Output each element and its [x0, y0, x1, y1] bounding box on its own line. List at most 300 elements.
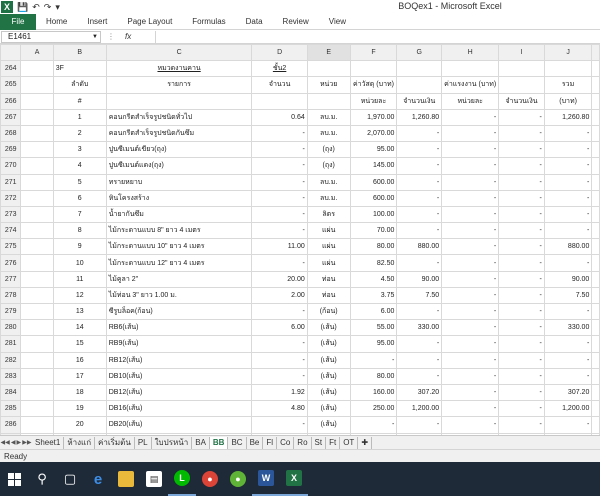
- cell-e[interactable]: ลบ.ม.: [307, 174, 350, 190]
- sheet-tab[interactable]: Fl: [263, 437, 277, 449]
- cell-k[interactable]: [592, 255, 600, 271]
- row-header[interactable]: 268: [1, 125, 21, 141]
- cell-j[interactable]: (บาท): [544, 93, 592, 109]
- cell-h[interactable]: -: [442, 384, 499, 400]
- row-header[interactable]: 273: [1, 206, 21, 222]
- cell-g[interactable]: [397, 77, 442, 93]
- chevron-down-icon[interactable]: ▼: [92, 33, 98, 40]
- cell-c[interactable]: DB10(เส้น): [106, 368, 252, 384]
- cell-c[interactable]: ไม้กระดานแบบ 10" ยาว 4 เมตร: [106, 239, 252, 255]
- cell-a[interactable]: [21, 287, 53, 303]
- prev-sheet-icon[interactable]: ◀: [10, 440, 16, 446]
- cell-e[interactable]: (เส้น): [307, 417, 350, 433]
- row-header[interactable]: 264: [1, 61, 21, 77]
- cell-b[interactable]: 4: [53, 158, 106, 174]
- cell-h[interactable]: -: [442, 255, 499, 271]
- cell-i[interactable]: -: [499, 142, 545, 158]
- row-header[interactable]: 270: [1, 158, 21, 174]
- next-sheet-icon[interactable]: ▶: [16, 440, 22, 446]
- cell-g[interactable]: -: [397, 174, 442, 190]
- cell-j[interactable]: 1,200.00: [544, 401, 592, 417]
- cell-a[interactable]: [21, 109, 53, 125]
- cell-k[interactable]: [592, 142, 600, 158]
- cell-k[interactable]: [592, 93, 600, 109]
- cell-j[interactable]: -: [544, 352, 592, 368]
- cell-d[interactable]: -: [252, 190, 307, 206]
- cell-a[interactable]: [21, 320, 53, 336]
- cell-g[interactable]: จำนวนเงิน: [397, 93, 442, 109]
- cell-k[interactable]: [592, 304, 600, 320]
- cell-i[interactable]: [499, 77, 545, 93]
- formula-input[interactable]: [155, 31, 600, 43]
- cell-k[interactable]: [592, 401, 600, 417]
- cell-e[interactable]: แผ่น: [307, 239, 350, 255]
- cell-f[interactable]: -: [350, 352, 397, 368]
- cell-b[interactable]: 11: [53, 271, 106, 287]
- cell-i[interactable]: -: [499, 271, 545, 287]
- cell-d[interactable]: [252, 93, 307, 109]
- cell-a[interactable]: [21, 352, 53, 368]
- cell-k[interactable]: [592, 384, 600, 400]
- cell-j[interactable]: -: [544, 142, 592, 158]
- row-header[interactable]: 274: [1, 223, 21, 239]
- row-header[interactable]: 280: [1, 320, 21, 336]
- cell-c[interactable]: ไม้ท่อน 3" ยาว 1.00 ม.: [106, 287, 252, 303]
- tab-insert[interactable]: Insert: [87, 17, 108, 26]
- cell-d[interactable]: -: [252, 417, 307, 433]
- cell-f[interactable]: 4.50: [350, 271, 397, 287]
- cell-f[interactable]: ค่าวัสดุ (บาท): [350, 77, 397, 93]
- column-header-d[interactable]: D: [252, 45, 307, 61]
- cell-d[interactable]: -: [252, 304, 307, 320]
- cell-a[interactable]: [21, 417, 53, 433]
- cell-d[interactable]: 0.64: [252, 109, 307, 125]
- cell-i[interactable]: -: [499, 384, 545, 400]
- cell-j[interactable]: -: [544, 206, 592, 222]
- cell-c[interactable]: ไม้คูลา 2": [106, 271, 252, 287]
- cell-d[interactable]: -: [252, 174, 307, 190]
- sheet-tab[interactable]: BC: [228, 437, 246, 449]
- cell-b[interactable]: 13: [53, 304, 106, 320]
- insert-sheet-icon[interactable]: ✚: [358, 437, 372, 449]
- cell-c[interactable]: ทรายหยาบ: [106, 174, 252, 190]
- cell-a[interactable]: [21, 125, 53, 141]
- cell-h[interactable]: ค่าแรงงาน (บาท): [442, 77, 499, 93]
- row-header[interactable]: 283: [1, 368, 21, 384]
- row-header[interactable]: 286: [1, 417, 21, 433]
- cell-d[interactable]: -: [252, 142, 307, 158]
- cell-g[interactable]: 7.50: [397, 287, 442, 303]
- sheet-tab[interactable]: PL: [135, 437, 152, 449]
- column-header-a[interactable]: A: [21, 45, 53, 61]
- cell-c[interactable]: RB6(เส้น): [106, 320, 252, 336]
- file-tab[interactable]: File: [0, 14, 36, 30]
- cell-c[interactable]: คอนกรีตสำเร็จรูปชนิดทั่วไป: [106, 109, 252, 125]
- cell-c[interactable]: RB12(เส้น): [106, 352, 252, 368]
- windows-start-icon[interactable]: [0, 462, 28, 496]
- cell-d[interactable]: -: [252, 255, 307, 271]
- first-sheet-icon[interactable]: ◀◀: [0, 440, 10, 446]
- cell-f[interactable]: [350, 61, 397, 77]
- cell-c[interactable]: ปูนซีเมนต์เขียว(ถุง): [106, 142, 252, 158]
- save-icon[interactable]: 💾: [17, 1, 29, 12]
- cell-j[interactable]: 90.00: [544, 271, 592, 287]
- cell-e[interactable]: แผ่น: [307, 223, 350, 239]
- row-header[interactable]: 276: [1, 255, 21, 271]
- cell-f[interactable]: 250.00: [350, 401, 397, 417]
- cell-j[interactable]: -: [544, 304, 592, 320]
- cell-c[interactable]: ไม้กระดานแบบ 12" ยาว 4 เมตร: [106, 255, 252, 271]
- word-icon[interactable]: W: [252, 462, 280, 496]
- row-header[interactable]: 279: [1, 304, 21, 320]
- cell-k[interactable]: [592, 352, 600, 368]
- row-header[interactable]: 266: [1, 93, 21, 109]
- cell-h[interactable]: -: [442, 190, 499, 206]
- cell-c[interactable]: ปูนซีเมนต์แดง(ถุง): [106, 158, 252, 174]
- cell-f[interactable]: 3.75: [350, 287, 397, 303]
- cell-g[interactable]: -: [397, 223, 442, 239]
- cell-i[interactable]: -: [499, 368, 545, 384]
- cell-c[interactable]: รายการ: [106, 77, 252, 93]
- chrome-icon[interactable]: ●: [196, 462, 224, 496]
- row-header[interactable]: 269: [1, 142, 21, 158]
- row-header[interactable]: 281: [1, 336, 21, 352]
- sheet-tab[interactable]: ห้างแก่: [64, 437, 95, 449]
- cell-g[interactable]: -: [397, 304, 442, 320]
- cell-b[interactable]: 3F: [53, 61, 106, 77]
- column-header-e[interactable]: E: [307, 45, 350, 61]
- cell-c[interactable]: ไม้กระดานแบบ 8" ยาว 4 เมตร: [106, 223, 252, 239]
- row-header[interactable]: 275: [1, 239, 21, 255]
- select-all-corner[interactable]: [1, 45, 21, 61]
- cell-h[interactable]: [442, 61, 499, 77]
- cell-j[interactable]: 880.00: [544, 239, 592, 255]
- cell-b[interactable]: 18: [53, 384, 106, 400]
- file-explorer-icon[interactable]: [112, 462, 140, 496]
- cell-e[interactable]: ท่อน: [307, 287, 350, 303]
- tab-review[interactable]: Review: [282, 17, 309, 26]
- search-icon[interactable]: ⚲: [37, 471, 47, 486]
- cell-i[interactable]: -: [499, 125, 545, 141]
- cell-k[interactable]: [592, 223, 600, 239]
- cell-b[interactable]: 19: [53, 401, 106, 417]
- cell-b[interactable]: #: [53, 93, 106, 109]
- cell-k[interactable]: [592, 77, 600, 93]
- cell-f[interactable]: 82.50: [350, 255, 397, 271]
- cell-i[interactable]: -: [499, 239, 545, 255]
- row-header[interactable]: 272: [1, 190, 21, 206]
- cell-i[interactable]: -: [499, 287, 545, 303]
- cell-e[interactable]: [307, 93, 350, 109]
- cell-h[interactable]: -: [442, 401, 499, 417]
- column-header-b[interactable]: B: [53, 45, 106, 61]
- row-header[interactable]: 284: [1, 384, 21, 400]
- cell-f[interactable]: หน่วยละ: [350, 93, 397, 109]
- cell-e[interactable]: (เส้น): [307, 352, 350, 368]
- row-header[interactable]: 265: [1, 77, 21, 93]
- column-header-c[interactable]: C: [106, 45, 252, 61]
- edge-icon[interactable]: e: [93, 470, 103, 488]
- cell-e[interactable]: แผ่น: [307, 255, 350, 271]
- cell-j[interactable]: -: [544, 158, 592, 174]
- sheet-tab[interactable]: Be: [247, 437, 264, 449]
- cell-j[interactable]: 307.20: [544, 384, 592, 400]
- cell-b[interactable]: 14: [53, 320, 106, 336]
- cell-g[interactable]: -: [397, 206, 442, 222]
- cell-a[interactable]: [21, 384, 53, 400]
- cell-g[interactable]: 1,200.00: [397, 401, 442, 417]
- sheet-tab[interactable]: Ft: [326, 437, 340, 449]
- excel-icon[interactable]: X: [280, 462, 308, 496]
- sheet-tab[interactable]: Sheet1: [32, 437, 64, 449]
- cell-d[interactable]: 2.00: [252, 287, 307, 303]
- cell-k[interactable]: [592, 190, 600, 206]
- cell-g[interactable]: 307.20: [397, 384, 442, 400]
- cell-table[interactable]: [0, 44, 600, 435]
- cell-b[interactable]: 20: [53, 417, 106, 433]
- cell-a[interactable]: [21, 336, 53, 352]
- row-header[interactable]: 285: [1, 401, 21, 417]
- tab-formulas[interactable]: Formulas: [192, 17, 226, 26]
- cell-c[interactable]: หมวดงานคาน: [106, 61, 252, 77]
- cell-h[interactable]: -: [442, 206, 499, 222]
- cell-g[interactable]: -: [397, 158, 442, 174]
- cell-a[interactable]: [21, 206, 53, 222]
- cell-b[interactable]: 17: [53, 368, 106, 384]
- spreadsheet-grid[interactable]: [0, 44, 600, 435]
- tab-page-layout[interactable]: Page Layout: [127, 17, 173, 26]
- cell-a[interactable]: [21, 223, 53, 239]
- cell-f[interactable]: 100.00: [350, 206, 397, 222]
- cell-f[interactable]: 80.00: [350, 239, 397, 255]
- cell-g[interactable]: -: [397, 125, 442, 141]
- cell-j[interactable]: -: [544, 417, 592, 433]
- cell-d[interactable]: -: [252, 158, 307, 174]
- sheet-tab[interactable]: ใบปรหน้า: [152, 437, 193, 449]
- cell-b[interactable]: 16: [53, 352, 106, 368]
- cell-e[interactable]: (เส้น): [307, 336, 350, 352]
- cell-j[interactable]: 1,260.80: [544, 109, 592, 125]
- cell-d[interactable]: ชั้น2: [252, 61, 307, 77]
- cell-k[interactable]: [592, 287, 600, 303]
- cell-g[interactable]: 90.00: [397, 271, 442, 287]
- cell-d[interactable]: -: [252, 368, 307, 384]
- cell-h[interactable]: -: [442, 109, 499, 125]
- cell-h[interactable]: -: [442, 271, 499, 287]
- cell-d[interactable]: -: [252, 206, 307, 222]
- cell-b[interactable]: 7: [53, 206, 106, 222]
- cell-j[interactable]: -: [544, 223, 592, 239]
- cell-f[interactable]: 6.00: [350, 304, 397, 320]
- cell-k[interactable]: [592, 206, 600, 222]
- cell-k[interactable]: [592, 271, 600, 287]
- cell-c[interactable]: DB16(เส้น): [106, 401, 252, 417]
- cell-i[interactable]: -: [499, 109, 545, 125]
- cell-e[interactable]: (เส้น): [307, 401, 350, 417]
- cell-k[interactable]: [592, 417, 600, 433]
- cell-e[interactable]: (ถุง): [307, 142, 350, 158]
- cell-j[interactable]: -: [544, 336, 592, 352]
- cell-i[interactable]: -: [499, 417, 545, 433]
- cell-f[interactable]: -: [350, 417, 397, 433]
- cell-j[interactable]: 7.50: [544, 287, 592, 303]
- tab-view[interactable]: View: [328, 17, 346, 26]
- cell-k[interactable]: [592, 109, 600, 125]
- cell-g[interactable]: -: [397, 336, 442, 352]
- cell-a[interactable]: [21, 77, 53, 93]
- cell-k[interactable]: [592, 125, 600, 141]
- cell-c[interactable]: หินโครงสร้าง: [106, 190, 252, 206]
- last-sheet-icon[interactable]: ▶▶: [22, 440, 32, 446]
- cell-g[interactable]: -: [397, 255, 442, 271]
- cell-h[interactable]: -: [442, 287, 499, 303]
- cell-g[interactable]: -: [397, 352, 442, 368]
- row-header[interactable]: 282: [1, 352, 21, 368]
- cell-i[interactable]: [499, 61, 545, 77]
- sheet-tab[interactable]: Ro: [294, 437, 311, 449]
- cell-h[interactable]: -: [442, 336, 499, 352]
- cell-k[interactable]: [592, 368, 600, 384]
- cell-j[interactable]: -: [544, 190, 592, 206]
- cell-f[interactable]: 70.00: [350, 223, 397, 239]
- cell-a[interactable]: [21, 190, 53, 206]
- cell-e[interactable]: (เส้น): [307, 384, 350, 400]
- cell-f[interactable]: 55.00: [350, 320, 397, 336]
- cell-a[interactable]: [21, 239, 53, 255]
- cell-i[interactable]: -: [499, 352, 545, 368]
- cell-c[interactable]: ซีรูบล็อค(ก้อน): [106, 304, 252, 320]
- row-header[interactable]: 271: [1, 174, 21, 190]
- cell-h[interactable]: -: [442, 174, 499, 190]
- sheet-tab[interactable]: OT: [340, 437, 358, 449]
- cell-f[interactable]: 95.00: [350, 142, 397, 158]
- cell-j[interactable]: -: [544, 125, 592, 141]
- column-header-h[interactable]: H: [442, 45, 499, 61]
- cell-d[interactable]: -: [252, 352, 307, 368]
- cell-f[interactable]: 80.00: [350, 368, 397, 384]
- cell-d[interactable]: -: [252, 125, 307, 141]
- cell-b[interactable]: 2: [53, 125, 106, 141]
- cell-f[interactable]: 600.00: [350, 174, 397, 190]
- cell-j[interactable]: -: [544, 255, 592, 271]
- cell-g[interactable]: 1,260.80: [397, 109, 442, 125]
- cell-c[interactable]: น้ำยากันซึม: [106, 206, 252, 222]
- cell-c[interactable]: RB9(เส้น): [106, 336, 252, 352]
- cell-f[interactable]: 160.00: [350, 384, 397, 400]
- redo-icon[interactable]: ↷: [43, 1, 52, 12]
- cell-h[interactable]: -: [442, 239, 499, 255]
- evernote-icon[interactable]: ●: [224, 462, 252, 496]
- cell-d[interactable]: 11.00: [252, 239, 307, 255]
- store-icon[interactable]: ▤: [140, 462, 168, 496]
- column-header-i[interactable]: I: [499, 45, 545, 61]
- cell-h[interactable]: หน่วยละ: [442, 93, 499, 109]
- cell-i[interactable]: -: [499, 206, 545, 222]
- cell-i[interactable]: -: [499, 401, 545, 417]
- row-header[interactable]: 277: [1, 271, 21, 287]
- cell-a[interactable]: [21, 304, 53, 320]
- cell-f[interactable]: 145.00: [350, 158, 397, 174]
- cell-h[interactable]: -: [442, 417, 499, 433]
- cell-f[interactable]: 600.00: [350, 190, 397, 206]
- cell-e[interactable]: ท่อน: [307, 271, 350, 287]
- cell-h[interactable]: -: [442, 142, 499, 158]
- cell-g[interactable]: -: [397, 368, 442, 384]
- cell-g[interactable]: -: [397, 142, 442, 158]
- cell-i[interactable]: -: [499, 190, 545, 206]
- cell-h[interactable]: -: [442, 320, 499, 336]
- task-view-icon[interactable]: ▢: [63, 471, 77, 486]
- cell-c[interactable]: DB12(เส้น): [106, 384, 252, 400]
- cell-f[interactable]: 1,970.00: [350, 109, 397, 125]
- cell-b[interactable]: 8: [53, 223, 106, 239]
- cell-f[interactable]: 95.00: [350, 336, 397, 352]
- cell-i[interactable]: -: [499, 174, 545, 190]
- cell-c[interactable]: [106, 93, 252, 109]
- sheet-tab[interactable]: BB: [210, 437, 229, 449]
- cell-b[interactable]: 6: [53, 190, 106, 206]
- cell-e[interactable]: หน่วย: [307, 77, 350, 93]
- cell-e[interactable]: [307, 61, 350, 77]
- cell-d[interactable]: -: [252, 223, 307, 239]
- cell-f[interactable]: 2,070.00: [350, 125, 397, 141]
- column-header-j[interactable]: J: [544, 45, 592, 61]
- cell-a[interactable]: [21, 271, 53, 287]
- cell-j[interactable]: -: [544, 368, 592, 384]
- cell-i[interactable]: -: [499, 158, 545, 174]
- cell-i[interactable]: -: [499, 255, 545, 271]
- name-box[interactable]: [1, 31, 101, 43]
- cell-k[interactable]: [592, 174, 600, 190]
- cell-a[interactable]: [21, 93, 53, 109]
- cell-b[interactable]: 15: [53, 336, 106, 352]
- sheet-tab[interactable]: ค่าเริ่มต้น: [95, 437, 135, 449]
- cell-i[interactable]: -: [499, 336, 545, 352]
- column-header-g[interactable]: G: [397, 45, 442, 61]
- cell-b[interactable]: 3: [53, 142, 106, 158]
- cell-a[interactable]: [21, 368, 53, 384]
- cell-j[interactable]: -: [544, 174, 592, 190]
- sheet-tab[interactable]: Co: [277, 437, 294, 449]
- cell-e[interactable]: ลิตร: [307, 206, 350, 222]
- cell-g[interactable]: -: [397, 190, 442, 206]
- cell-d[interactable]: จำนวน: [252, 77, 307, 93]
- cell-d[interactable]: -: [252, 336, 307, 352]
- cell-i[interactable]: จำนวนเงิน: [499, 93, 545, 109]
- cell-c[interactable]: คอนกรีตสำเร็จรูปชนิดกันซึม: [106, 125, 252, 141]
- cell-j[interactable]: 330.00: [544, 320, 592, 336]
- cell-a[interactable]: [21, 158, 53, 174]
- cell-d[interactable]: 4.80: [252, 401, 307, 417]
- cell-k[interactable]: [592, 336, 600, 352]
- cell-d[interactable]: 6.00: [252, 320, 307, 336]
- customize-qat-icon[interactable]: ▾: [55, 1, 60, 12]
- cell-j[interactable]: [544, 61, 592, 77]
- cell-b[interactable]: 9: [53, 239, 106, 255]
- cell-k[interactable]: [592, 239, 600, 255]
- cell-h[interactable]: -: [442, 352, 499, 368]
- line-icon[interactable]: L: [168, 462, 196, 496]
- cell-i[interactable]: -: [499, 304, 545, 320]
- cell-h[interactable]: -: [442, 158, 499, 174]
- cell-g[interactable]: 330.00: [397, 320, 442, 336]
- cell-i[interactable]: -: [499, 223, 545, 239]
- cell-j[interactable]: รวม: [544, 77, 592, 93]
- cell-b[interactable]: ลำดับ: [53, 77, 106, 93]
- cell-e[interactable]: (ก้อน): [307, 304, 350, 320]
- cell-h[interactable]: -: [442, 125, 499, 141]
- cell-e[interactable]: (ถุง): [307, 158, 350, 174]
